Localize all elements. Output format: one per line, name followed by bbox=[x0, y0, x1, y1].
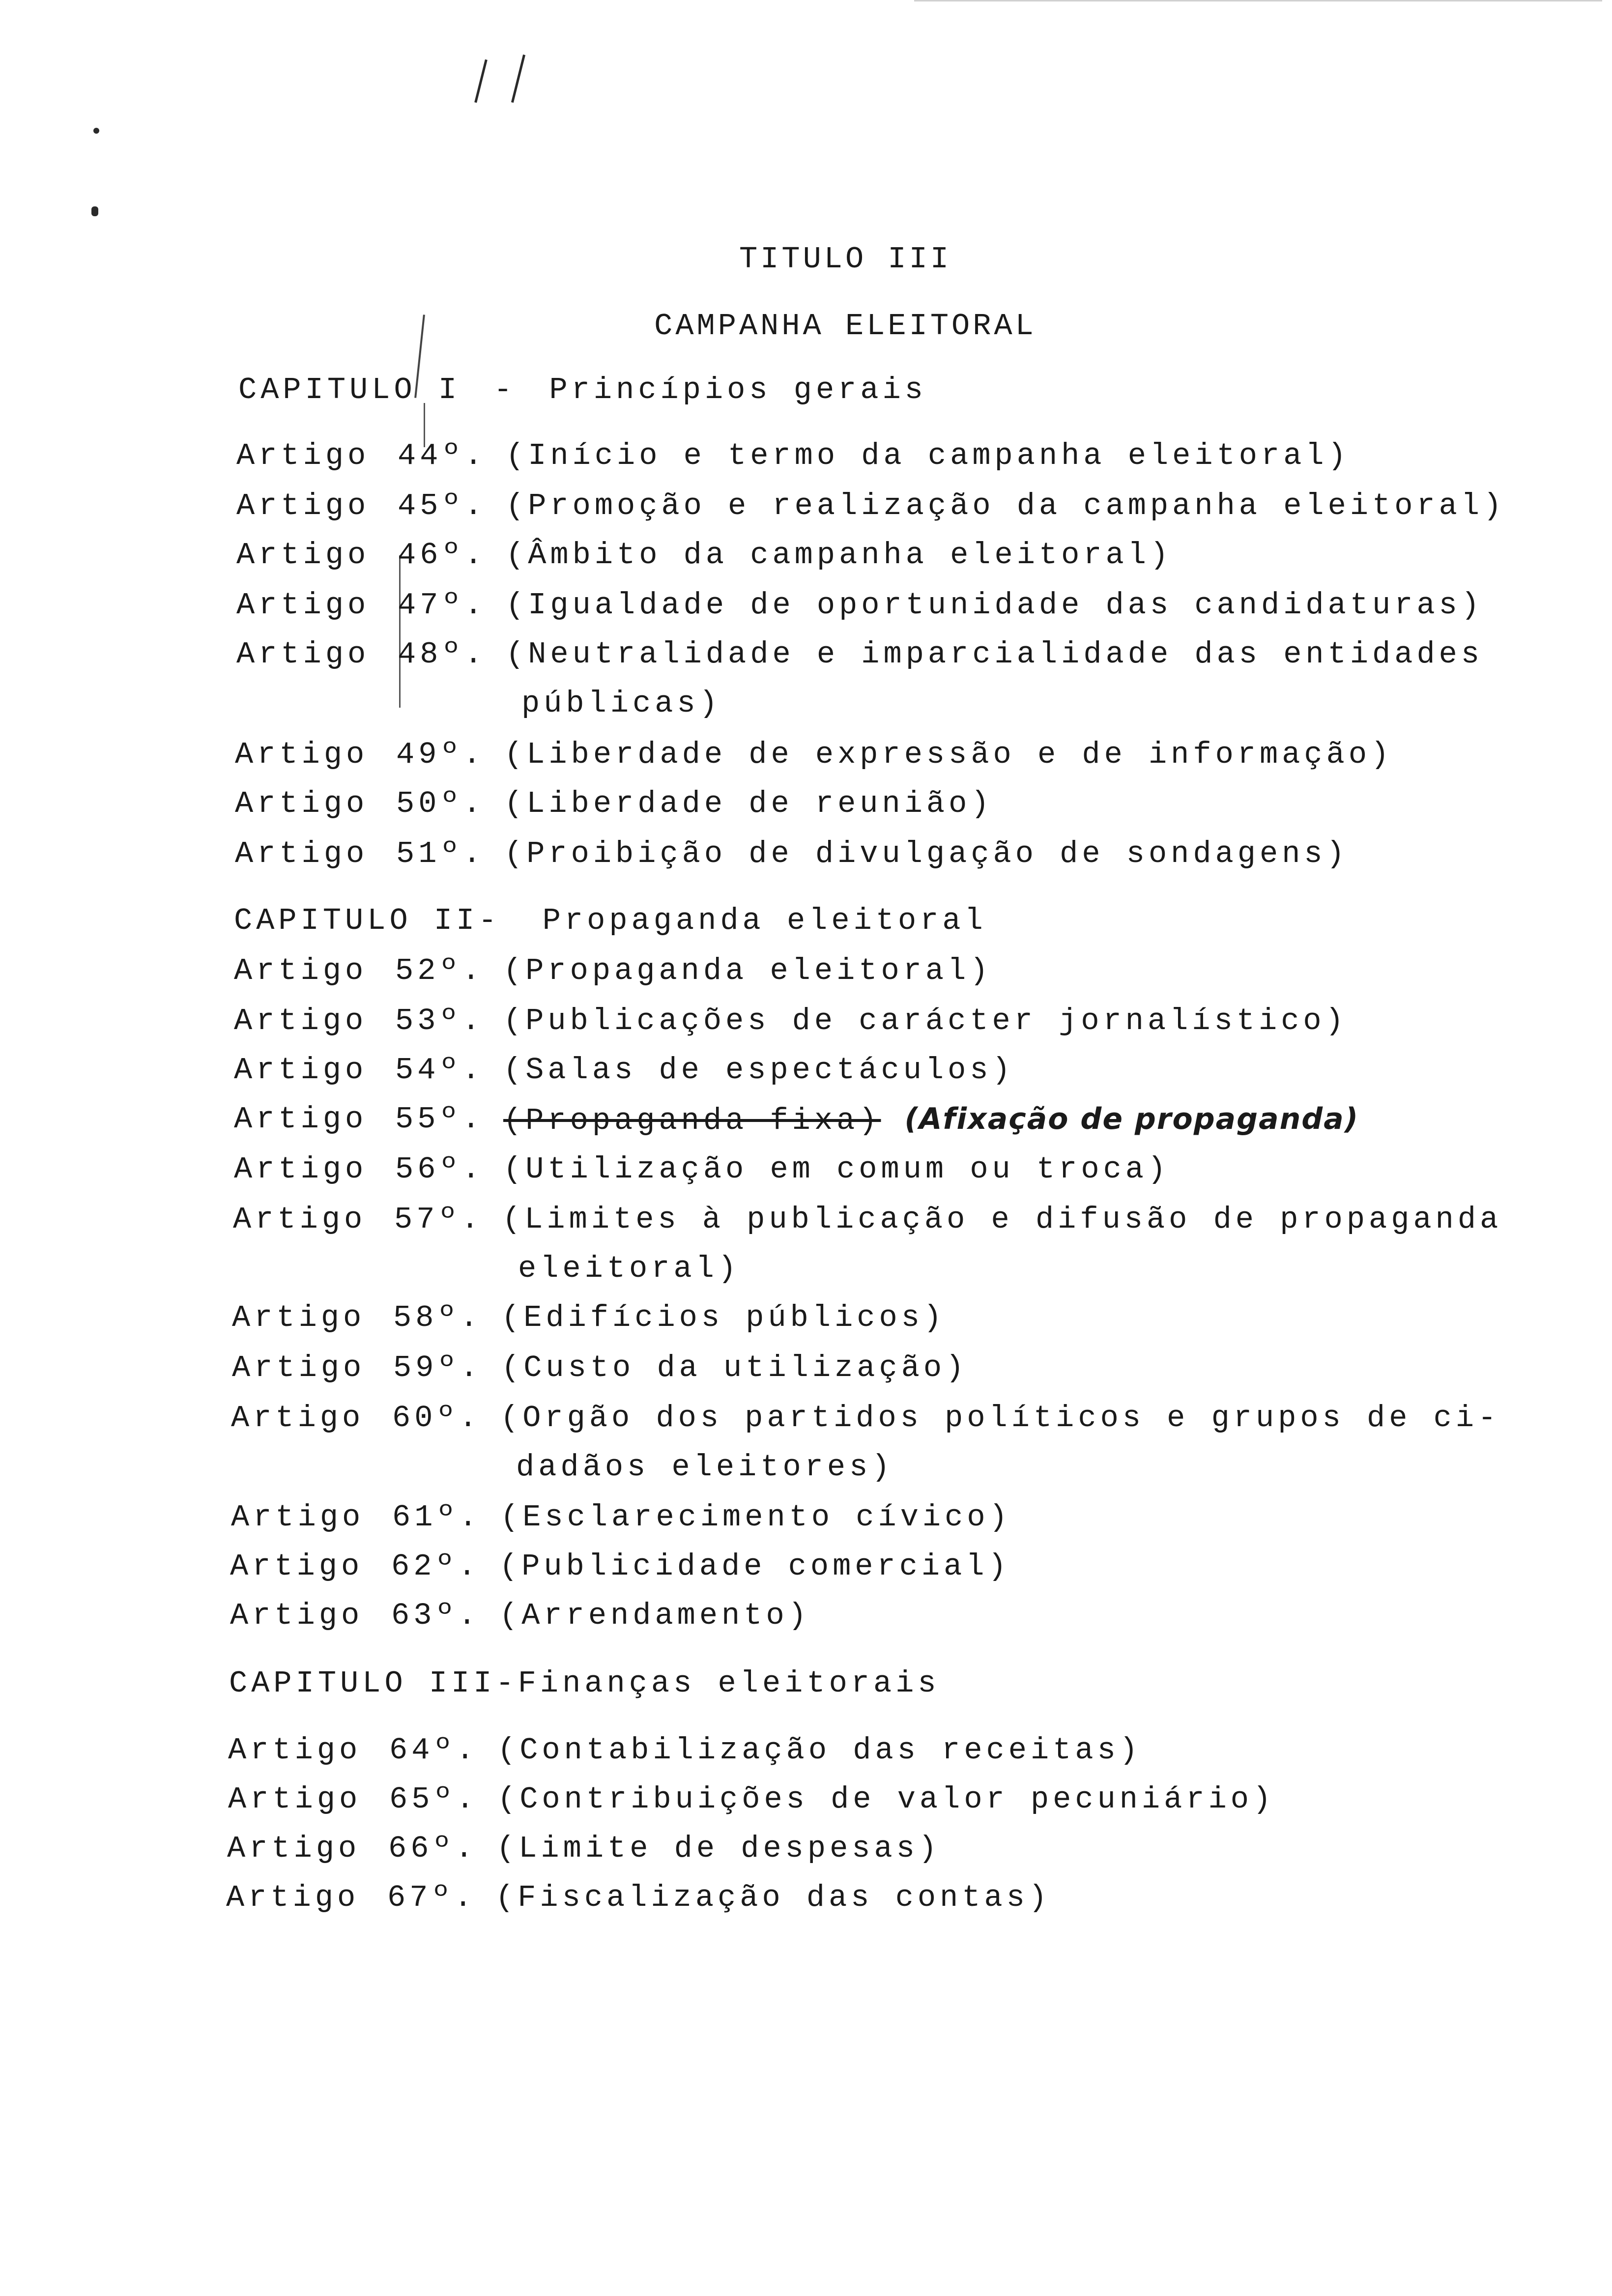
article-label: Artigo bbox=[228, 1733, 362, 1768]
chapter-name: Propaganda eleitoral bbox=[542, 903, 987, 938]
article-number: 63º. bbox=[391, 1598, 480, 1633]
article-label: Artigo bbox=[236, 488, 370, 523]
article-label: Artigo bbox=[235, 786, 369, 821]
article-label: Artigo bbox=[236, 538, 370, 573]
article-title: (Arrendamento) bbox=[499, 1598, 810, 1633]
article-number: 49º. bbox=[396, 737, 485, 772]
article-title: (Liberdade de expressão e de informação) bbox=[504, 737, 1393, 772]
article-title: (Salas de espectáculos) bbox=[503, 1053, 1014, 1088]
article-title: (Proibição de divulgação de sondagens) bbox=[504, 836, 1349, 871]
article-title: (Utilização em comum ou troca) bbox=[503, 1152, 1170, 1187]
chapter-heading bbox=[238, 373, 927, 407]
article-number: 62º. bbox=[391, 1549, 480, 1584]
article-number: 45º. bbox=[398, 488, 487, 523]
article-title: (Igualdade de oportunidade das candidaturas) bbox=[506, 588, 1484, 623]
chapter-heading bbox=[234, 903, 987, 938]
article-title: (Custo da utilização) bbox=[501, 1350, 968, 1385]
pen-mark bbox=[511, 55, 525, 103]
article-title: (Esclarecimento cívico) bbox=[500, 1500, 1011, 1535]
pen-mark bbox=[474, 59, 488, 103]
article-number: 59º. bbox=[393, 1350, 482, 1385]
article-label: Artigo bbox=[231, 1401, 365, 1435]
article-number: 47º. bbox=[398, 588, 487, 623]
article-number: 53º. bbox=[395, 1004, 484, 1038]
article-label: Artigo bbox=[234, 1102, 368, 1137]
article-title: (Publicações de carácter jornalístico) bbox=[503, 1004, 1348, 1038]
article-title: (Propaganda eleitoral) bbox=[503, 953, 992, 988]
article-number: 56º. bbox=[395, 1152, 484, 1187]
article-number: 46º. bbox=[398, 538, 487, 573]
chapter-label: CAPITULO I bbox=[238, 373, 461, 407]
article-title: (Limites à publicação e difusão de propaganda bbox=[502, 1202, 1502, 1237]
article-title-continuation: eleitoral) bbox=[518, 1251, 741, 1286]
article-number: 51º. bbox=[396, 836, 485, 871]
chapter-separator: - bbox=[493, 373, 516, 407]
article-label: Artigo bbox=[234, 1053, 368, 1088]
document-subtitle: CAMPANHA ELEITORAL bbox=[654, 309, 1036, 344]
chapter-label: CAPITULO III- bbox=[229, 1666, 518, 1701]
article-label: Artigo bbox=[226, 1880, 360, 1915]
pen-mark bbox=[399, 555, 401, 708]
article-label: Artigo bbox=[236, 438, 370, 473]
article-number: 44º. bbox=[398, 438, 487, 473]
struck-title: (Propaganda fixa) bbox=[503, 1103, 881, 1138]
article-title: (Contribuições de valor pecuniário) bbox=[497, 1782, 1275, 1817]
article-number: 57º. bbox=[394, 1202, 483, 1237]
article-title-struck bbox=[503, 1102, 1359, 1138]
article-label: Artigo bbox=[234, 1004, 368, 1038]
article-label: Artigo bbox=[231, 1500, 365, 1535]
article-label: Artigo bbox=[236, 637, 370, 672]
article-title: (Edifícios públicos) bbox=[501, 1300, 946, 1335]
article-label: Artigo bbox=[228, 1782, 362, 1817]
article-number: 48º. bbox=[398, 637, 487, 672]
article-title: (Neutralidade e imparcialidade das entidades bbox=[506, 637, 1484, 672]
article-label: Artigo bbox=[227, 1831, 361, 1866]
article-number: 52º. bbox=[395, 953, 484, 988]
article-number: 65º. bbox=[389, 1782, 478, 1817]
article-number: 54º. bbox=[395, 1053, 484, 1088]
article-label: Artigo bbox=[235, 836, 369, 871]
chapter-label: CAPITULO II- bbox=[234, 903, 501, 938]
article-label: Artigo bbox=[234, 953, 368, 988]
chapter-heading bbox=[229, 1666, 940, 1701]
handwritten-correction: (Afixação de propaganda) bbox=[904, 1102, 1359, 1136]
article-number: 58º. bbox=[393, 1300, 482, 1335]
article-title: (Orgão dos partidos políticos e grupos de ci- bbox=[500, 1401, 1500, 1435]
article-label: Artigo bbox=[235, 737, 369, 772]
article-title: (Limite de despesas) bbox=[496, 1831, 941, 1866]
article-title-continuation: públicas) bbox=[521, 686, 721, 721]
article-label: Artigo bbox=[236, 588, 370, 623]
article-number: 67º. bbox=[387, 1880, 476, 1915]
article-number: 64º. bbox=[389, 1733, 478, 1768]
article-title: (Publicidade comercial) bbox=[499, 1549, 1010, 1584]
article-number: 60º. bbox=[392, 1401, 481, 1435]
article-label: Artigo bbox=[230, 1549, 364, 1584]
article-number: 50º. bbox=[396, 786, 485, 821]
chapter-name: Princípios gerais bbox=[549, 373, 927, 407]
scan-speck bbox=[93, 128, 99, 134]
article-label: Artigo bbox=[233, 1202, 367, 1237]
article-title: (Liberdade de reunião) bbox=[504, 786, 993, 821]
chapter-name: Finanças eleitorais bbox=[518, 1666, 940, 1701]
article-title: (Contabilização das receitas) bbox=[497, 1733, 1142, 1768]
scan-speck bbox=[91, 206, 98, 216]
top-edge-rule bbox=[914, 0, 1602, 1]
article-title: (Fiscalização das contas) bbox=[495, 1880, 1051, 1915]
article-label: Artigo bbox=[230, 1598, 364, 1633]
article-label: Artigo bbox=[232, 1350, 366, 1385]
article-title: (Âmbito da campanha eleitoral) bbox=[506, 538, 1173, 573]
article-label: Artigo bbox=[234, 1152, 368, 1187]
article-title-continuation: dadãos eleitores) bbox=[516, 1450, 894, 1485]
article-title: (Início e termo da campanha eleitoral) bbox=[506, 438, 1350, 473]
article-label: Artigo bbox=[232, 1300, 366, 1335]
document-title: TITULO III bbox=[739, 242, 952, 277]
article-number: 66º. bbox=[388, 1831, 477, 1866]
article-number: 55º. bbox=[395, 1102, 484, 1137]
article-number: 61º. bbox=[392, 1500, 481, 1535]
article-title: (Promoção e realização da campanha eleitoral) bbox=[506, 488, 1506, 523]
